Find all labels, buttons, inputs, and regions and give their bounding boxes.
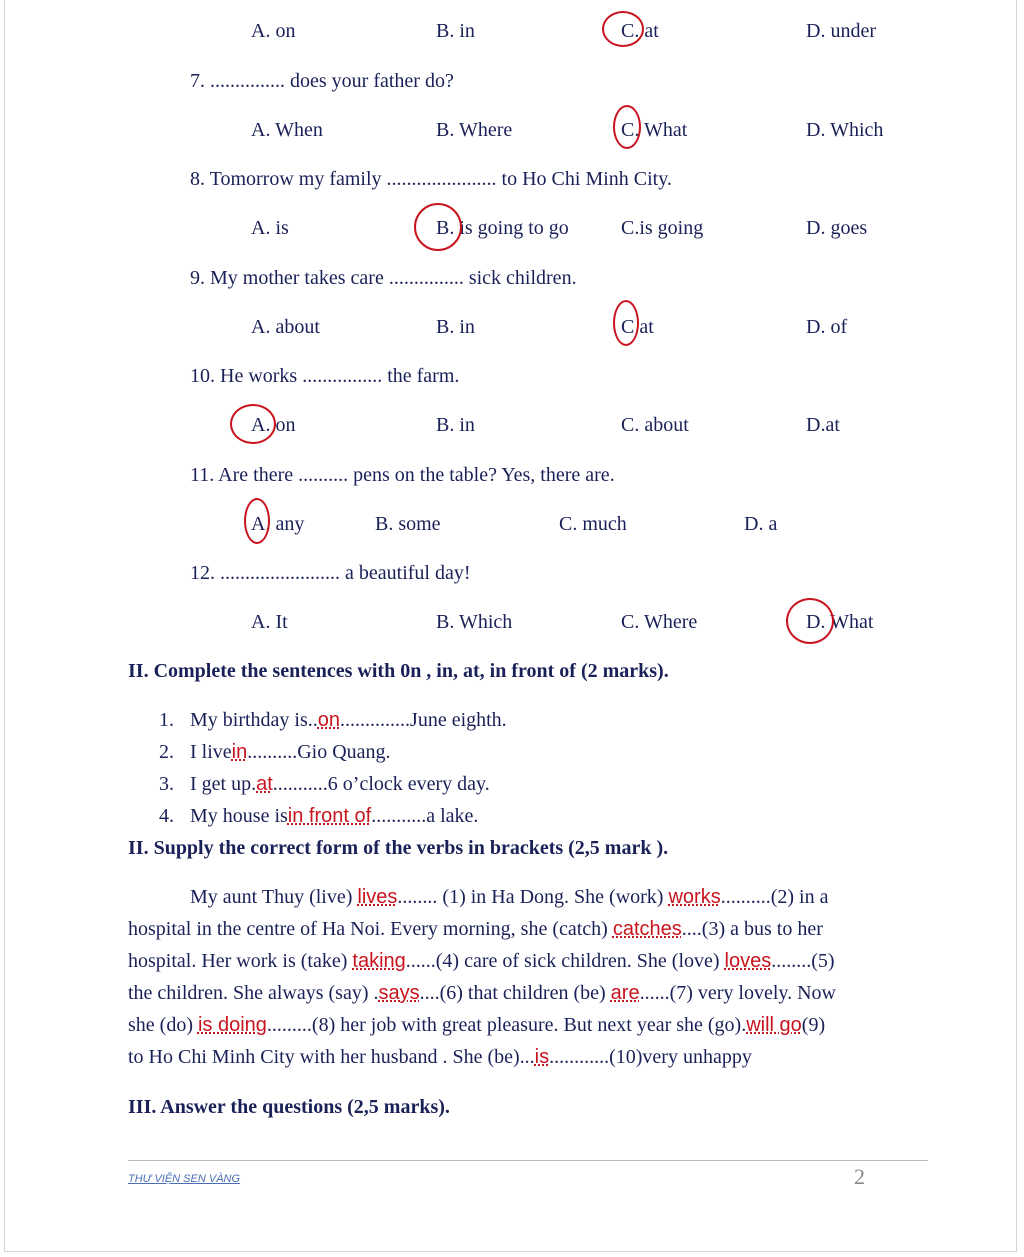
option-b: B. in [436,20,475,42]
question-8-stem: 8. Tomorrow my family ...................... to Ho Chi Minh City. [190,168,672,190]
handwritten-answer: is doing [197,1014,267,1036]
page-number: 2 [854,1164,865,1189]
paragraph-text: .........(8) her job with great pleasure. But next year she (go). [266,1014,747,1036]
list-item [190,772,490,796]
handwritten-answer: taking [352,950,406,972]
paragraph-text: ........ (1) in Ha Dong. She (work) [397,886,664,908]
answer-circle-mark [602,11,644,47]
option-c: C.is going [621,217,704,239]
sentence-text: ...........a lake. [371,805,479,827]
handwritten-answer: works [668,886,721,908]
paragraph-text: (9) [801,1014,826,1036]
paragraph-text: hospital in the centre of Ha Noi. Every morning, she (catch) [128,918,608,940]
option-a: A. about [251,316,320,338]
handwritten-answer: says [378,982,420,1004]
handwritten-answer: lives [357,886,398,908]
question-9-stem: 9. My mother takes care ............... sick children. [190,267,577,289]
handwritten-answer: catches [612,918,682,940]
paragraph-line [128,885,929,909]
option-d: D. goes [806,217,868,239]
paragraph-text: ......(7) very lovely. Now [639,982,836,1004]
list-item [190,804,478,828]
option-a: A. any [251,513,305,535]
paragraph-line [128,949,929,973]
paragraph-text: ............(10)very unhappy [549,1046,752,1068]
option-b: B. some [375,513,441,535]
option-c: C. about [621,414,689,436]
option-c: C. Where [621,611,698,633]
list-item-number: 2. [159,741,174,763]
paragraph-line [128,917,929,941]
option-b: B. Which [436,611,513,633]
option-c: C. What [621,119,688,141]
answer-circle-mark [414,203,462,251]
handwritten-answer: loves [724,950,772,972]
option-b: B. in [436,316,475,338]
handwritten-answer: on [317,709,341,731]
sentence-text: I live [190,741,232,763]
question-12-stem: 12. ........................ a beautiful day! [190,562,471,584]
option-a: A. on [251,414,296,436]
sentence-text: ..............June eighth. [340,709,507,731]
section-heading-verbs: II. Supply the correct form of the verbs in brackets (2,5 mark ). [128,837,669,859]
option-b: B. in [436,414,475,436]
sentence-text: I get up. [190,773,257,795]
option-d: D. What [806,611,874,633]
paragraph-line [128,981,929,1005]
option-c: C at [621,316,654,338]
option-c: C. at [621,20,659,42]
option-a: A. on [251,20,296,42]
list-item-number: 4. [159,805,174,827]
answer-circle-mark [613,300,639,346]
answer-circle-mark [786,598,834,644]
footer-divider [128,1160,928,1161]
handwritten-answer: in front of [287,805,372,827]
paragraph-line [128,1045,929,1069]
handwritten-answer: will go [746,1014,802,1036]
section-heading-answer-questions: III. Answer the questions (2,5 marks). [128,1096,450,1118]
paragraph-text: she (do) [128,1014,193,1036]
answer-circle-mark [244,498,270,544]
option-b: B. Where [436,119,513,141]
answer-circle-mark [230,404,276,444]
handwritten-answer: at [256,773,273,795]
option-a: A. is [251,217,289,239]
sentence-text: ..........Gio Quang. [247,741,391,763]
sentence-text: My house is [190,805,288,827]
option-d: D.at [806,414,840,436]
paragraph-line [128,1013,929,1037]
handwritten-answer: are [610,982,640,1004]
handwritten-answer: in [231,741,248,763]
handwritten-answer: is [534,1046,550,1068]
paragraph-text: ..........(2) in a [720,886,829,908]
option-d: D. Which [806,119,884,141]
option-b: B. is going to go [436,217,569,239]
option-d: D. of [806,316,848,338]
paragraph-text: My aunt Thuy (live) [190,886,353,908]
paragraph-text: to Ho Chi Minh City with her husband . She (be)... [128,1046,535,1068]
list-item-number: 1. [159,709,174,731]
question-11-stem: 11. Are there .......... pens on the table? Yes, there are. [190,464,615,486]
option-a: A. When [251,119,323,141]
option-d: D. a [744,513,778,535]
option-a: A. It [251,611,288,633]
sentence-text: ...........6 o’clock every day. [272,773,490,795]
list-item-number: 3. [159,773,174,795]
paragraph-text: the children. She always (say) . [128,982,379,1004]
paragraph-text: hospital. Her work is (take) [128,950,348,972]
list-item [190,740,391,764]
sentence-text: My birthday is.. [190,709,318,731]
question-7-stem: 7. ............... does your father do? [190,70,454,92]
list-item [190,708,507,732]
option-d: D. under [806,20,876,42]
paragraph-text: ....(6) that children (be) [419,982,606,1004]
option-c: C. much [559,513,627,535]
answer-circle-mark [613,105,641,149]
paragraph-text: ....(3) a bus to her [681,918,823,940]
paragraph-text: ........(5) [771,950,835,972]
paragraph-text: ......(4) care of sick children. She (love) [405,950,720,972]
section-heading-prepositions: II. Complete the sentences with 0n , in, at, in front of (2 marks). [128,660,669,682]
footer-publisher-link[interactable]: THƯ VIỆN SEN VÀNG [128,1173,241,1185]
question-10-stem: 10. He works ................ the farm. [190,365,460,387]
